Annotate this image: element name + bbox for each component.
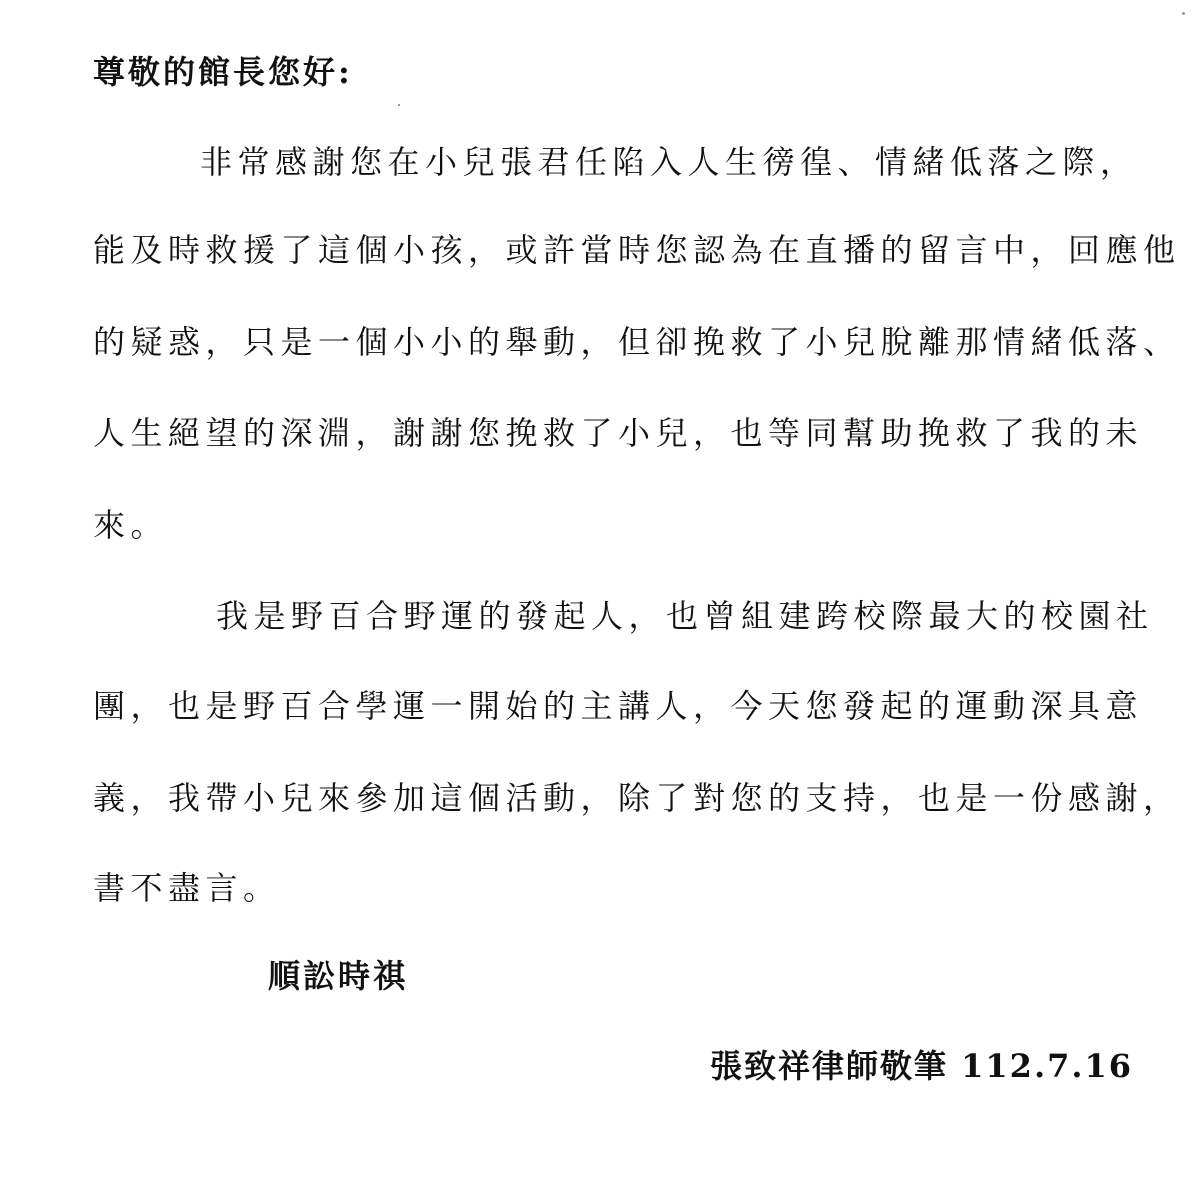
paragraph-2-line-1: 我是野百合野運的發起人，也曾組建跨校際最大的校園社: [216, 597, 1154, 635]
paragraph-2-line-4: 書不盡言。: [93, 869, 281, 907]
salutation: 尊敬的館長您好:: [93, 53, 353, 91]
paragraph-1-line-3: 的疑惑，只是一個小小的舉動，但卻挽救了小兒脫離那情緒低落、: [93, 323, 1181, 361]
closing-greeting: 順訟時祺: [268, 957, 409, 995]
paragraph-2-line-2: 團，也是野百合學運一開始的主講人，今天您發起的運動深具意: [93, 687, 1144, 725]
signature-date: 張致祥律師敬筆 112.7.16: [710, 1047, 1134, 1085]
paragraph-2-line-3: 義，我帶小兒來參加這個活動，除了對您的支持，也是一份感謝，: [93, 779, 1181, 817]
scan-speck: [1182, 12, 1185, 15]
scan-speck: [398, 104, 400, 106]
paragraph-1-line-4: 人生絕望的深淵，謝謝您挽救了小兒，也等同幫助挽救了我的未: [93, 414, 1144, 452]
paragraph-1-line-2: 能及時救援了這個小孩，或許當時您認為在直播的留言中，回應他: [93, 231, 1181, 269]
paragraph-1-line-5: 來。: [93, 506, 169, 544]
paragraph-1-line-1: 非常感謝您在小兒張君任陷入人生徬徨、情緒低落之際，: [200, 143, 1138, 181]
